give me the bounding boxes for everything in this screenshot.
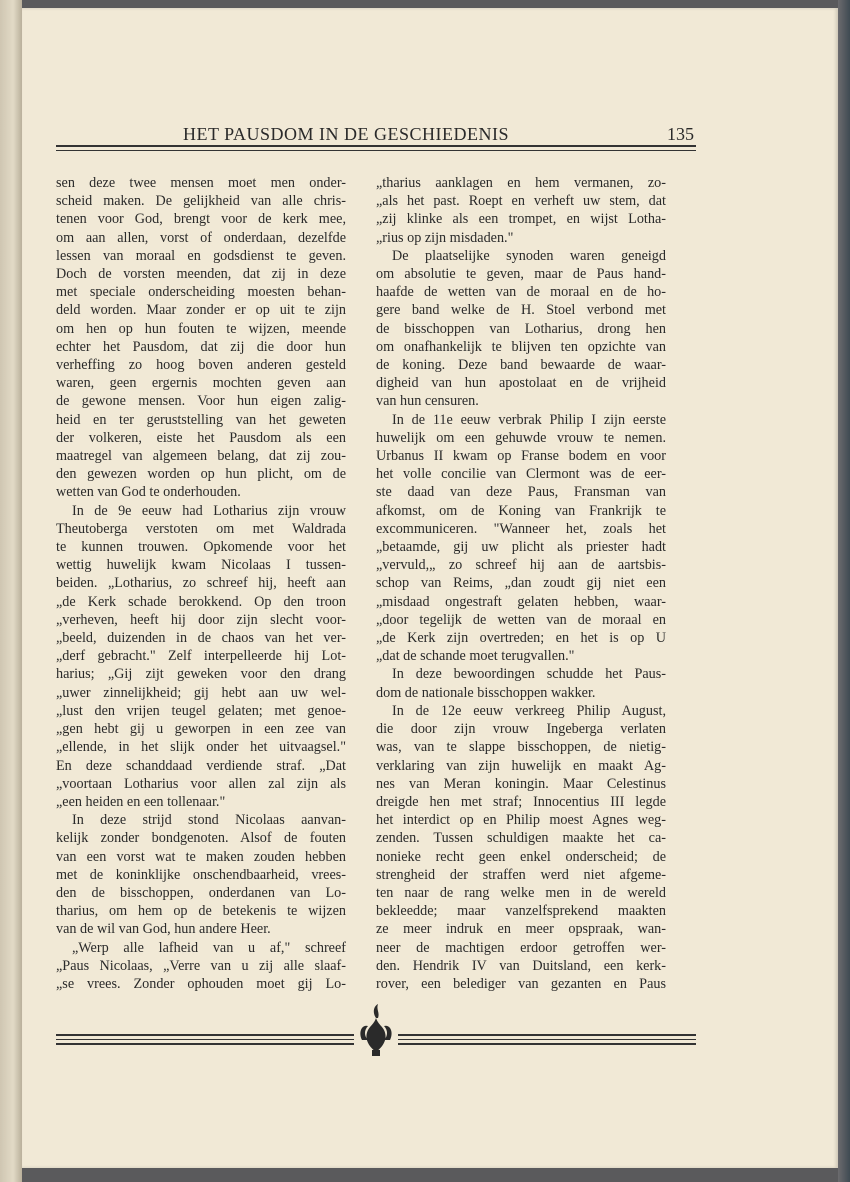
text-line: „de Kerk schade berokkend. Op den troon [56,593,346,610]
text-line: „gen hebt gij u geworpen in een zee van [56,721,346,738]
text-line: deld worden. Maar zonder er op uit te zijn [56,302,346,319]
text-line: wettig huwelijk kwam Nicolaas I tussen- [56,557,346,574]
text-line: was, van te slappe bisschoppen, de nietig- [376,739,666,756]
text-line: strengheid der straffen werd niet afgeme- [376,866,666,883]
text-line: der volkeren, eiste het Pausdom als een [56,429,346,446]
text-line: „rius op zijn misdaden." [376,229,514,246]
text-line: „betaamde, gij uw plicht als priester hadt [376,539,666,556]
text-line: digheid van hun apostolaat en de vrijheid [376,375,666,392]
text-line: neer de machtigen erdoor getroffen wer- [376,939,666,956]
text-line: huwelijk om een gehuwde vrouw te nemen. [376,429,666,446]
text-line: harius; „Gij zijt geweken voor den drang [56,666,346,683]
text-line: „ellende, in het slijk onder het uitvaagsel." [56,739,346,756]
text-line: waren, geen ergernis mochten geven aan [56,375,346,392]
text-line: kelijk zonder bondgenoten. Alsof de fouten [56,830,346,847]
left-column [56,174,346,993]
text-line: „de Kerk zijn overtreden; en het is op U [376,630,666,647]
text-line: „misdaad ongestraft gelaten hebben, waar- [376,593,666,610]
text-line: En deze schanddaad verdiende straf. „Dat [56,757,346,774]
text-line: om hen op hun fouten te wijzen, meende [56,320,346,337]
text-line: om absolutie te geven, maar de Paus hand- [376,266,666,283]
footer-ornament [56,1000,696,1060]
right-column [376,174,666,993]
text-line: het volle concilie van Clermont was de eer- [376,466,666,483]
text-line: lessen van moraal en godsdienst te geven. [56,247,346,264]
text-line: wetten van God te onderhouden. [56,484,241,501]
text-line: ste daad van deze Paus, Fransman van [376,484,666,501]
text-line: afkomst, om de Koning van Frankrijk te [376,502,666,519]
text-line: Theutoberga verstoten om met Waldrada [56,520,346,537]
text-line: van hun censuren. [376,393,479,410]
text-line: bekleedde; maar vanzelfsprekend maakten [376,903,666,920]
text-line: beiden. „Lotharius, zo schreef hij, heeft aan [56,575,346,592]
text-line: „Paus Nicolaas, „Verre van u zij alle slaaf- [56,957,346,974]
text-line: scheid maken. De gelijkheid van alle chris- [56,193,346,210]
text-line: excommuniceren. "Wanneer het, zoals het [376,520,666,537]
text-line: Doch de vorsten meenden, dat zij in deze [56,266,346,283]
text-line: verheffing zo hoog boven anderen gesteld [56,357,346,374]
text-line: haafde de wetten van de moraal en de ho- [376,284,666,301]
text-line: van de wil van God, hun andere Heer. [56,921,271,938]
text-line: nonieke recht geen enkel onderscheid; de [376,848,666,865]
text-line: In de 9e eeuw had Lotharius zijn vrouw [72,502,346,519]
text-line: schop van Reims, „dan zoudt gij niet een [376,575,666,592]
running-head [56,112,696,142]
text-line: heid en ter geruststelling van het geweten [56,411,346,428]
text-line: maatregel van algemeen belang, dat zij zou- [56,448,346,465]
text-line: „vervuld,„ zo schreef hij aan de aartsbis- [376,557,666,574]
header-rule [56,145,696,151]
text-line: tenen voor God, brengt voor de kerk mee, [56,211,346,228]
text-line: „se vrees. Zonder ophouden moet gij Lo- [56,975,346,992]
book-spine [0,0,22,1182]
text-line: om aan allen, vorst of onderdaan, dezelfde [56,229,346,246]
text-line: zenden. Tussen schuldigen maakte het ca- [376,830,666,847]
text-line: „derf gebracht." Zelf interpelleerde hij Lot- [56,648,346,665]
text-line: „zij klinke als een trompet, en wijst Lotha- [376,211,666,228]
text-line: met speciale onderscheiding moesten behan- [56,284,346,301]
text-line: te kunnen trouwen. Opkomende voor het [56,539,346,556]
text-line: den. Hendrik IV van Duitsland, een kerk- [376,957,666,974]
running-title: HET PAUSDOM IN DE GESCHIEDENIS [182,124,510,144]
text-line: nes van Meran koningin. Maar Celestinus [376,775,666,792]
text-line: dom de nationale bisschoppen wakker. [376,684,596,701]
text-line: de gewone mensen. Voor hun eigen zalig- [56,393,346,410]
text-line: De plaatselijke synoden waren geneigd [392,247,666,264]
text-line: „verheven, heeft hij door zijn slecht voor- [56,611,346,628]
text-line: „uwer zinnelijkheid; gij hebt aan uw wel- [56,684,346,701]
text-line: In de 11e eeuw verbrak Philip I zijn eerste [392,411,666,428]
text-line: „tharius aanklagen en hem vermanen, zo- [376,175,666,191]
text-line: de bisschoppen van Lotharius, drong hen [376,320,666,337]
text-line: „een heiden en een tollenaar." [56,793,226,810]
text-line: om onafhankelijk te blijven ten opzichte van [376,338,666,355]
text-line: van een vorst wat te maken zouden hebben [56,848,346,865]
text-line: In deze strijd stond Nicolaas aanvan- [72,812,346,829]
text-line: „Werp alle lafheid van u af," schreef [72,939,346,956]
text-line: „voortaan Lotharius voor allen zal zijn als [56,775,346,792]
page-edge [838,0,850,1182]
text-line: de koning. Deze band bewaarde de waar- [376,357,666,374]
text-line: den gewezen worden op hun plicht, om de [56,466,346,483]
text-line: In deze bewoordingen schudde het Paus- [392,666,666,683]
text-line: gere band welke de H. Stoel verbond met [376,302,666,319]
text-line: „lust den vrijen teugel gelaten; met genoe- [56,702,346,719]
page-number: 135 [667,124,694,144]
text-line: sen deze twee mensen moet men onder- [56,175,346,191]
text-line: verklaring van zijn huwelijk en maakt Ag- [376,757,666,774]
text-line: tharius, om hem op de betekenis te wijzen [56,903,346,920]
text-line: Urbanus II kwam op Franse bodem en voor [376,448,666,465]
text-line: het interdict op en Philip moest Agnes weg- [376,812,666,829]
text-line: „dat de schande moet terugvallen." [376,648,575,665]
text-line: dreigde hen met straf; Innocentius III legde [376,793,666,810]
text-line: echter het Pausdom, dat zij die door hun [56,338,346,355]
text-line: den de bisschoppen, onderdanen van Lo- [56,884,346,901]
text-line: rover, een belediger van gezanten en Paus [376,975,666,992]
text-line: ze meer indruk en meer opspraak, wan- [376,921,666,938]
text-line: ten naar de rang welke men in de wereld [376,884,666,901]
text-line: met de koninklijke onschendbaarheid, vrees- [56,866,346,883]
text-line: „door tegelijk de wetten van de moraal en [376,611,666,628]
fleuron-icon [354,1002,398,1058]
text-line: In de 12e eeuw verkreeg Philip August, [392,702,666,719]
text-line: die door zijn vrouw Ingeberga verlaten [376,721,666,738]
text-line: „als het past. Roept en verheft uw stem, dat [376,193,666,210]
text-line: „beeld, duizenden in de chaos van het ver- [56,630,346,647]
